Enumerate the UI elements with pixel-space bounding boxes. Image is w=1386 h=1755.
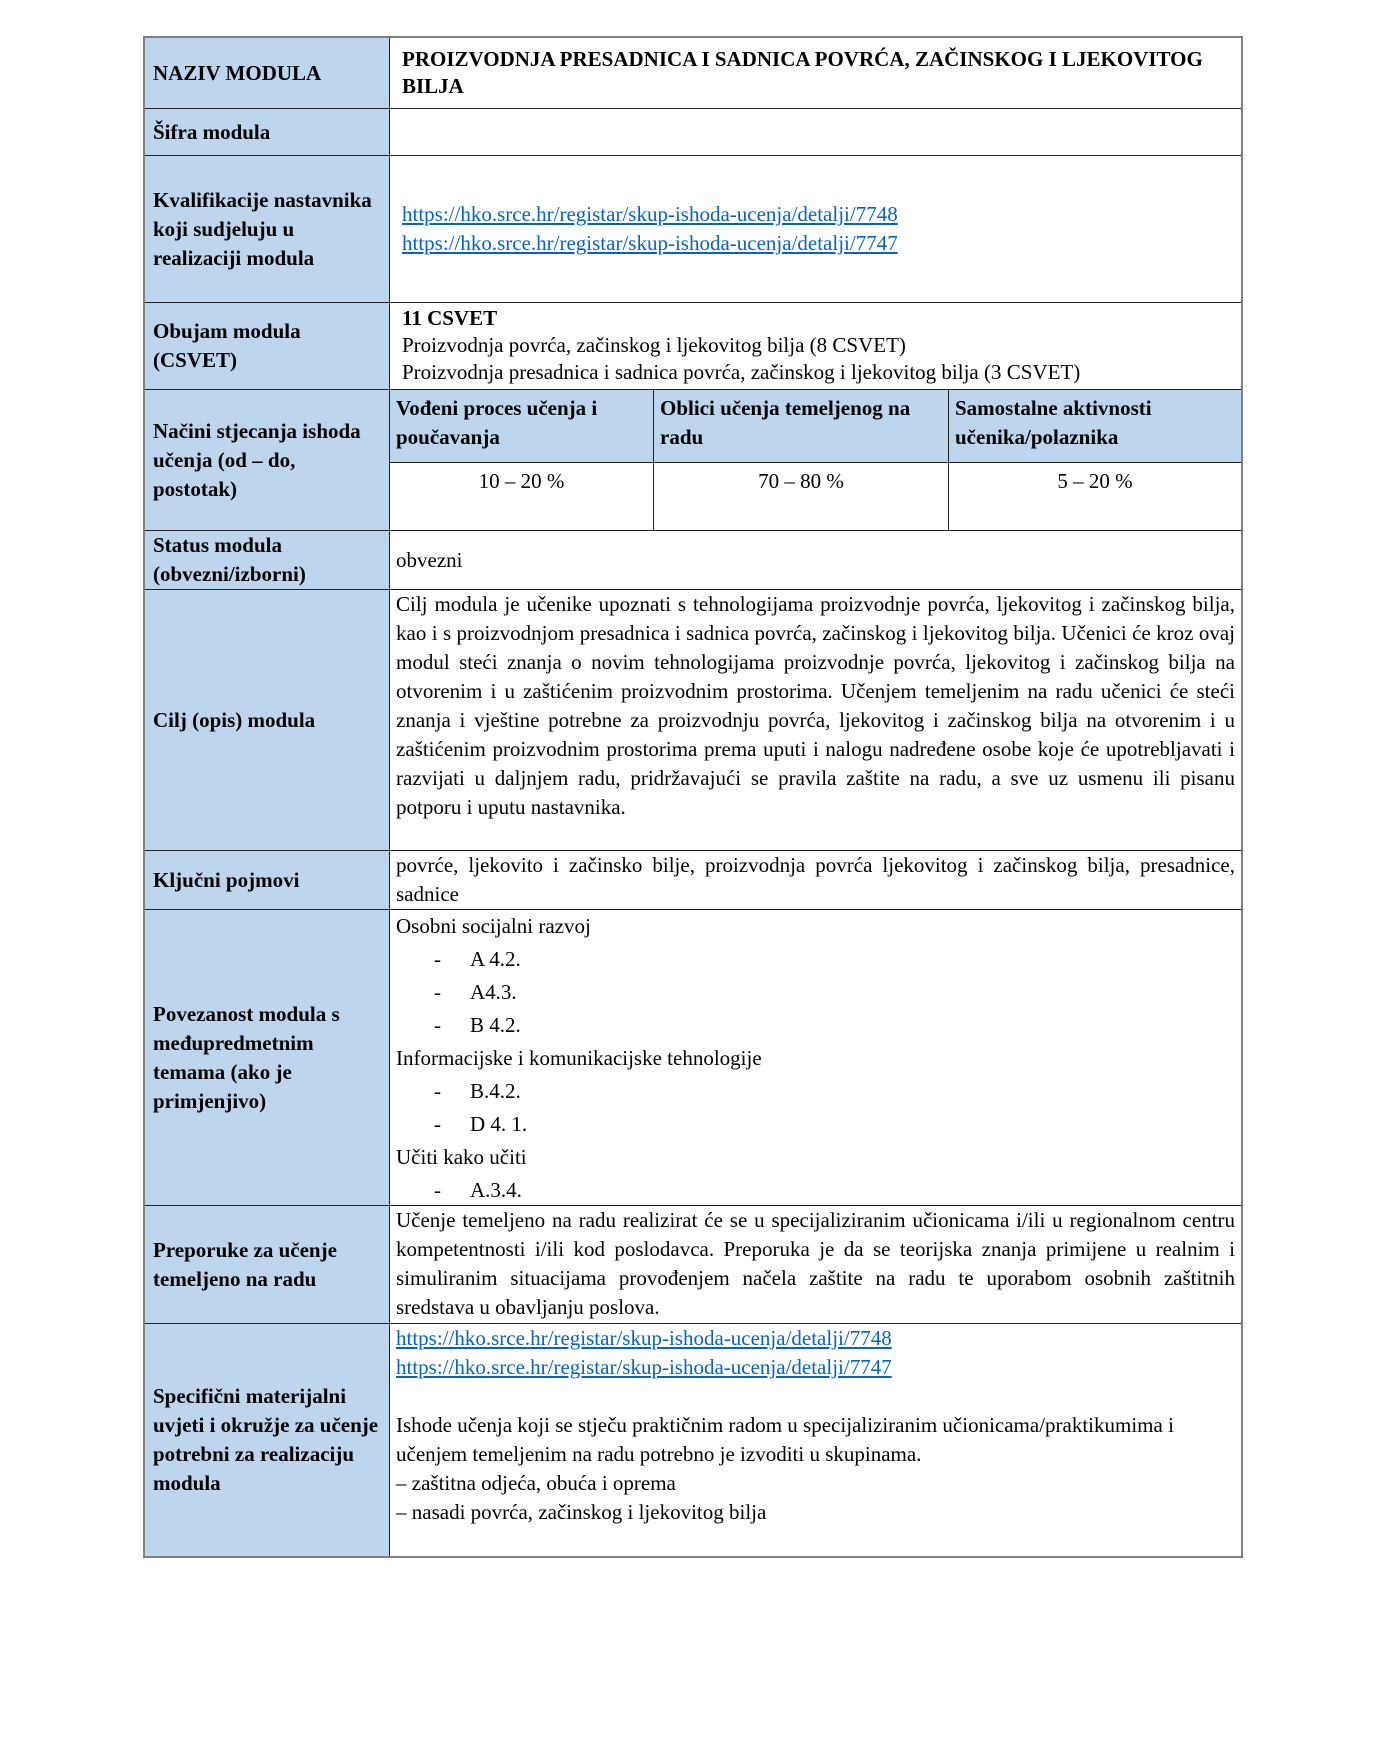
volume-line: Proizvodnja presadnica i sadnica povrća, začinskog i ljekovitog bilja (3 CSVET) bbox=[402, 360, 1081, 384]
value-qualifications bbox=[390, 156, 1241, 302]
qualification-link-7748[interactable]: https://hko.srce.hr/registar/skup-ishoda-ucenja/detalji/7748 bbox=[402, 202, 898, 226]
row-status bbox=[145, 530, 1241, 589]
label-module-code: Šifra modula bbox=[145, 109, 390, 155]
value-recommendations: Učenje temeljeno na radu realizirat će se u specijaliziranim učionicama i/ili u regionalnom centru kompetentnosti i/ili kod poslodavca. Preporuka je da se teorijska znanja primijene u realnim i simuliranim situacijama provođenjem načela zaštite na radu te uporabom osobnih zaštitnih sredstava u obavljanju poslova. bbox=[396, 1208, 1235, 1319]
methods-subtable bbox=[390, 390, 1241, 530]
volume-line: Proizvodnja povrća, začinskog i ljekovitog bilja (8 CSVET) bbox=[402, 333, 906, 357]
materials-text: Ishode učenja koji se stječu praktičnim radom u specijaliziranim učionicama/praktikumima i učenjem temeljenim na radu potrebno je izvoditi u skupinama. bbox=[396, 1413, 1174, 1466]
label-module-name: NAZIV MODULA bbox=[145, 38, 390, 108]
topic-item: - A.3.4. bbox=[396, 1174, 1235, 1207]
row-recommendations bbox=[145, 1205, 1241, 1323]
dash-bullet-icon: - bbox=[434, 1112, 441, 1136]
materials-link-7748[interactable]: https://hko.srce.hr/registar/skup-ishoda-ucenja/detalji/7748 bbox=[396, 1326, 892, 1350]
value-module-code bbox=[390, 109, 1241, 155]
value-keywords: povrće, ljekovito i začinsko bilje, proizvodnja povrća ljekovitog i začinskog bilja, presadnice, sadnice bbox=[396, 853, 1235, 906]
methods-header-guided: Vođeni proces učenja i poučavanja bbox=[390, 390, 654, 462]
dash-bullet-icon: - bbox=[434, 1178, 441, 1202]
methods-value-row bbox=[390, 463, 1241, 530]
row-goal bbox=[145, 589, 1241, 850]
volume-total: 11 CSVET bbox=[402, 306, 498, 330]
row-crosscurricular bbox=[145, 909, 1241, 1205]
module-table bbox=[143, 36, 1243, 1558]
materials-link-7747[interactable]: https://hko.srce.hr/registar/skup-ishoda-ucenja/detalji/7747 bbox=[396, 1355, 892, 1379]
topic-group-title: Osobni socijalni razvoj bbox=[396, 914, 591, 938]
label-crosscurricular: Povezanost modula s međupredmetnim temama (ako je primjenjivo) bbox=[145, 910, 390, 1205]
value-volume bbox=[390, 303, 1241, 389]
value-goal: Cilj modula je učenike upoznati s tehnologijama proizvodnje povrća, ljekovitog i začinskog bilja, kao i s proizvodnjom presadnica i sadnica povrća, začinskog i ljekovitog bilja. Učenici će kroz ovaj modul steći znanja o novim tehnologijama proizvodnje povrća, ljekovitog i začinskog bilja na otvorenim i u zaštićenim proizvodnim prostorima. Učenjem temeljenim na radu učenici će steći znanja i vještine potrebne za proizvodnju povrća, ljekovitog i začinskog bilja na otvorenim i u zaštićenim proizvodnim prostorima prema uputi i nalogu nadređene osobe koje će upotrebljavati i razvijati u daljnjem radu, pridržavajući se pravila zaštite na radu, a sve uz usmenu ili pisanu potporu i uputu nastavnika. bbox=[396, 592, 1235, 819]
row-methods bbox=[145, 389, 1241, 530]
label-materials: Specifični materijalni uvjeti i okružje za učenje potrebni za realizaciju modula bbox=[145, 1324, 390, 1556]
row-keywords bbox=[145, 850, 1241, 909]
label-keywords: Ključni pojmovi bbox=[145, 851, 390, 909]
spacer bbox=[396, 1382, 1235, 1411]
methods-value-guided: 10 – 20 % bbox=[390, 463, 654, 530]
topic-item: - B 4.2. bbox=[396, 1009, 1235, 1042]
topic-item: - A4.3. bbox=[396, 976, 1235, 1009]
value-materials bbox=[390, 1324, 1241, 1556]
label-status: Status modula (obvezni/izborni) bbox=[145, 531, 390, 589]
row-volume bbox=[145, 302, 1241, 389]
methods-header-row bbox=[390, 390, 1241, 463]
materials-item: – zaštitna odjeća, obuća i oprema bbox=[396, 1471, 676, 1495]
row-materials bbox=[145, 1323, 1241, 1556]
topic-item: - B.4.2. bbox=[396, 1075, 1235, 1108]
dash-bullet-icon: - bbox=[434, 1013, 441, 1037]
value-crosscurricular bbox=[390, 910, 1241, 1205]
methods-header-independent: Samostalne aktivnosti učenika/polaznika bbox=[949, 390, 1241, 462]
label-volume: Obujam modula (CSVET) bbox=[145, 303, 390, 389]
methods-value-independent: 5 – 20 % bbox=[1057, 469, 1133, 494]
methods-value-workbased: 70 – 80 % bbox=[654, 463, 949, 530]
row-qualifications bbox=[145, 155, 1241, 302]
row-module-name bbox=[145, 38, 1241, 108]
dash-bullet-icon: - bbox=[434, 980, 441, 1004]
topic-group-title: Učiti kako učiti bbox=[396, 1145, 527, 1169]
label-recommendations: Preporuke za učenje temeljeno na radu bbox=[145, 1206, 390, 1323]
label-methods: Načini stjecanja ishoda učenja (od – do, postotak) bbox=[145, 390, 390, 530]
materials-item: – nasadi povrća, začinskog i ljekovitog bilja bbox=[396, 1500, 767, 1524]
label-goal: Cilj (opis) modula bbox=[145, 590, 390, 850]
methods-header-workbased: Oblici učenja temeljenog na radu bbox=[654, 390, 949, 462]
dash-bullet-icon: - bbox=[434, 947, 441, 971]
topic-item: - D 4. 1. bbox=[396, 1108, 1235, 1141]
row-module-code bbox=[145, 108, 1241, 155]
value-status: obvezni bbox=[396, 547, 463, 572]
qualification-link-7747[interactable]: https://hko.srce.hr/registar/skup-ishoda-ucenja/detalji/7747 bbox=[402, 231, 898, 255]
dash-bullet-icon: - bbox=[434, 1079, 441, 1103]
label-qualifications: Kvalifikacije nastavnika koji sudjeluju u realizaciji modula bbox=[145, 156, 390, 302]
topic-item: - A 4.2. bbox=[396, 943, 1235, 976]
topic-group-title: Informacijske i komunikacijske tehnologije bbox=[396, 1046, 762, 1070]
value-module-name: PROIZVODNJA PRESADNICA I SADNICA POVRĆA, ZAČINSKOG I LJEKOVITOG BILJA bbox=[402, 47, 1203, 98]
